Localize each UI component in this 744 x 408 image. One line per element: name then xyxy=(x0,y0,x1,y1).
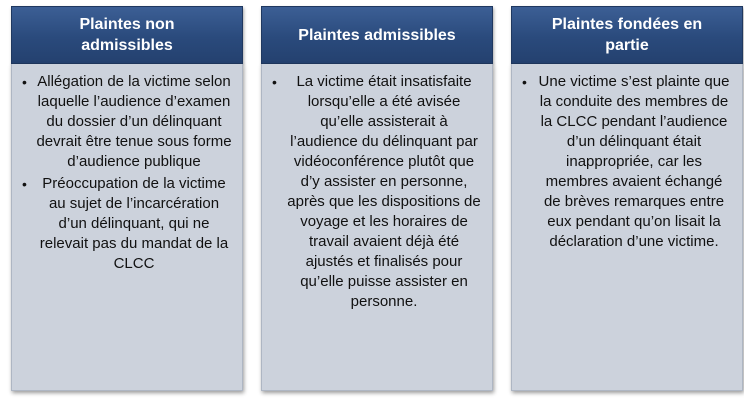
header-line-1: Plaintes non xyxy=(79,16,175,33)
header-line-1: Plaintes fondées en xyxy=(551,16,703,33)
list-item xyxy=(22,174,232,274)
header-line-1: Plaintes admissibles xyxy=(298,26,456,44)
list-item-text: Une victime s’est plainte que la conduite des membres de la CLCC pendant l’audience d’un délinquant était inappropriée, car les membres avaient échangé de brèves remarques entre eux pendant qu’on lisait la déclaration d’une victime. xyxy=(538,73,730,250)
bullet-icon: • xyxy=(272,74,277,90)
column-header xyxy=(261,6,493,64)
bullet-icon: • xyxy=(22,176,27,192)
column-body xyxy=(511,64,743,391)
header-line-2: admissibles xyxy=(81,37,173,54)
bullet-list xyxy=(522,72,732,252)
bullet-list xyxy=(22,72,232,274)
column-header xyxy=(11,6,243,64)
bullet-list xyxy=(272,72,482,312)
column-non-admissible xyxy=(11,6,243,391)
list-item-text: Préoccupation de la victime au sujet de l’incarcération d’un délinquant, qui ne relevait pas du mandat de la CLCC xyxy=(39,175,229,272)
bullet-icon: • xyxy=(22,74,27,90)
list-item xyxy=(522,72,732,252)
list-item xyxy=(272,72,482,312)
column-partially-founded xyxy=(511,6,743,391)
list-item xyxy=(22,72,232,172)
list-item-text: La victime était insatisfaite lorsqu’elle a été avisée qu’elle assisterait à l’audience du délinquant par vidéoconférence plutôt que d’y assister en personne, après que les dispositions de voyage et les horaires de travail avaient déjà été ajustés et finalisés pour qu’elle puisse assister en personne. xyxy=(287,73,481,310)
header-line-2: partie xyxy=(605,37,649,54)
column-body xyxy=(11,64,243,391)
column-admissible xyxy=(261,6,493,391)
column-header xyxy=(511,6,743,64)
list-item-text: Allégation de la victime selon laquelle l’audience d’examen du dossier d’un délinquant devrait être tenue sous forme d’audience publique xyxy=(36,73,232,170)
column-body xyxy=(261,64,493,391)
bullet-icon: • xyxy=(522,74,527,90)
